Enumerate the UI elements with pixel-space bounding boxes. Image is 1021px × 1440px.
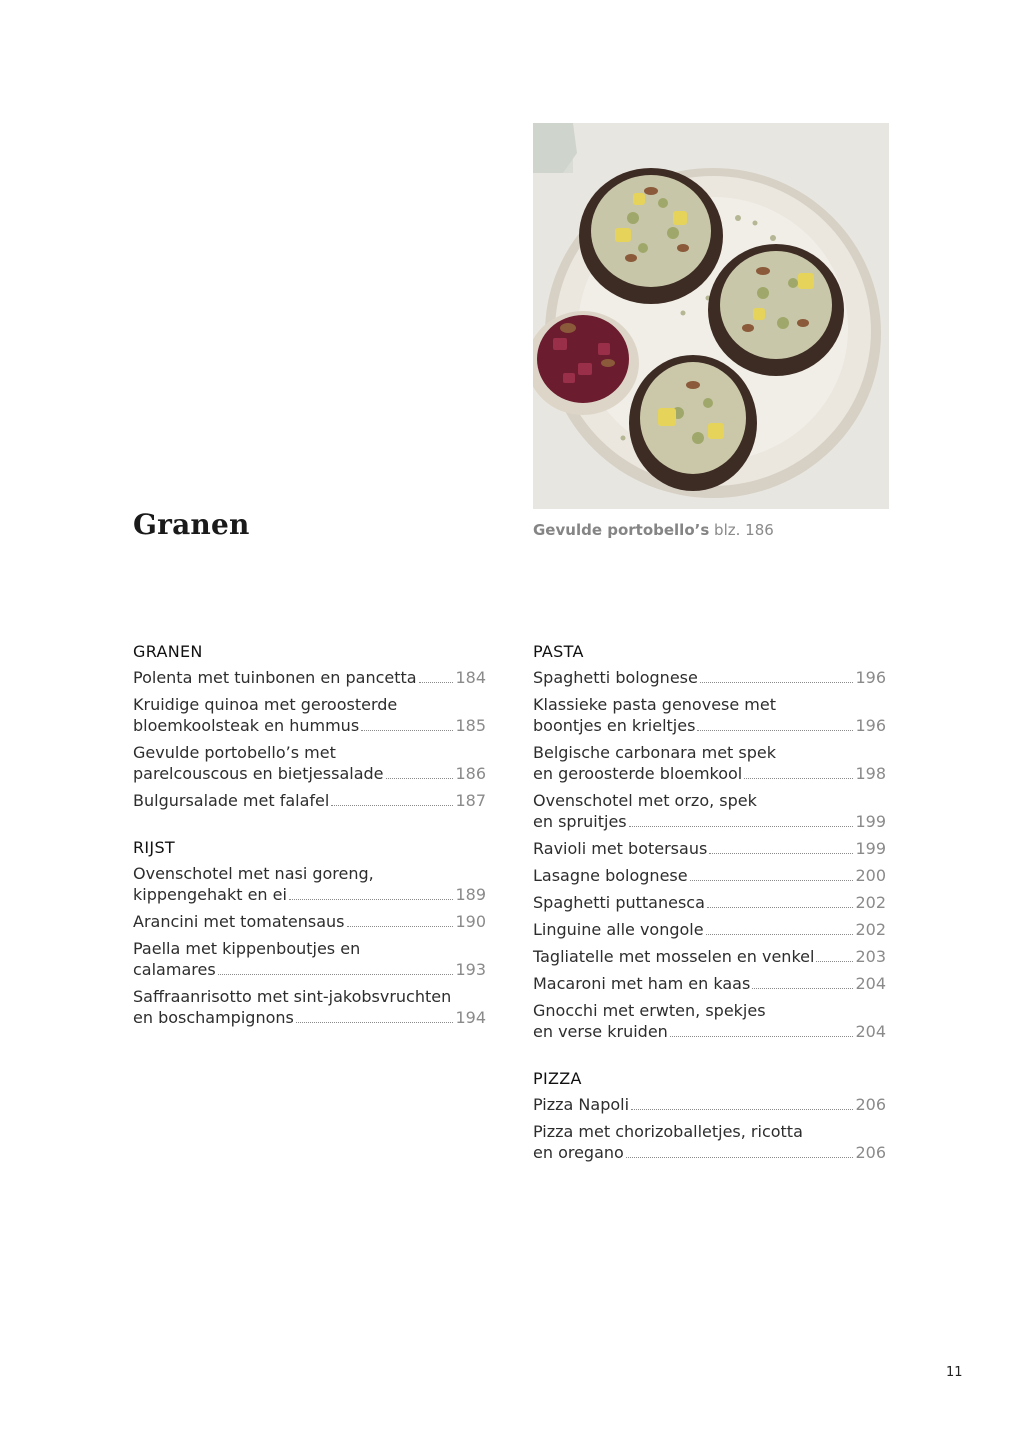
entry-title: Pizza Napoli	[533, 1095, 630, 1114]
entry-title: en spruitjes	[533, 812, 627, 831]
entry-page: 186	[455, 764, 486, 783]
toc-entry[interactable]	[533, 973, 886, 994]
stuffed-portobello-illustration	[533, 123, 889, 509]
entry-title: calamares	[133, 960, 216, 979]
dot-leader	[707, 907, 854, 908]
entry-title-line: Paella met kippenboutjes en	[133, 939, 361, 958]
entry-page: 196	[855, 716, 886, 735]
entry-title: en boschampignons	[133, 1008, 294, 1027]
entry-title-line: Ovenschotel met nasi goreng,	[133, 864, 374, 883]
entry-title-line: Gnocchi met erwten, spekjes	[533, 1001, 766, 1020]
entry-title: Bulgursalade met falafel	[133, 791, 330, 810]
entry-page: 198	[855, 764, 886, 783]
dot-leader	[629, 826, 854, 827]
entry-page: 187	[455, 791, 486, 810]
toc-column-right	[533, 640, 886, 1188]
entry-page: 194	[455, 1008, 486, 1027]
entry-page: 193	[455, 960, 486, 979]
toc-section-granen	[133, 640, 486, 811]
toc-entry[interactable]	[133, 938, 486, 980]
entry-title: Polenta met tuinbonen en pancetta	[133, 668, 417, 687]
section-heading: PASTA	[533, 642, 584, 661]
entry-page: 184	[455, 668, 486, 687]
entry-page: 196	[855, 668, 886, 687]
toc-entry[interactable]	[533, 919, 886, 940]
toc-entry[interactable]	[133, 986, 486, 1028]
entry-page: 200	[855, 866, 886, 885]
dot-leader	[386, 778, 454, 779]
dot-leader	[331, 805, 453, 806]
entry-title-line: Pizza met chorizoballetjes, ricotta	[533, 1122, 803, 1141]
toc-entry[interactable]	[533, 1000, 886, 1042]
entry-page: 202	[855, 893, 886, 912]
entry-page: 185	[455, 716, 486, 735]
toc-entry[interactable]	[133, 911, 486, 932]
entry-page: 203	[855, 947, 886, 966]
dot-leader	[419, 682, 454, 683]
entry-title: Ravioli met botersaus	[533, 839, 708, 858]
section-heading: GRANEN	[133, 642, 203, 661]
section-heading: RIJST	[133, 838, 175, 857]
dot-leader	[700, 682, 854, 683]
dot-leader	[709, 853, 853, 854]
toc-entry[interactable]	[533, 865, 886, 886]
toc-column-left	[133, 640, 486, 1053]
entry-title: en verse kruiden	[533, 1022, 668, 1041]
entry-page: 190	[455, 912, 486, 931]
entry-title-line: Klassieke pasta genovese met	[533, 695, 776, 714]
entry-title: kippengehakt en ei	[133, 885, 287, 904]
dot-leader	[626, 1157, 854, 1158]
toc-entry[interactable]	[133, 863, 486, 905]
toc-entry[interactable]	[533, 1121, 886, 1163]
entry-title-line: Kruidige quinoa met geroosterde	[133, 695, 398, 714]
dot-leader	[816, 961, 853, 962]
toc-entry[interactable]	[533, 946, 886, 967]
dot-leader	[289, 899, 454, 900]
entry-page: 199	[855, 812, 886, 831]
entry-title-line: Belgische carbonara met spek	[533, 743, 776, 762]
dot-leader	[690, 880, 854, 881]
entry-title: Macaroni met ham en kaas	[533, 974, 751, 993]
dot-leader	[631, 1109, 853, 1110]
caption-dish: Gevulde portobello’s	[533, 521, 710, 539]
toc-entry[interactable]	[533, 667, 886, 688]
toc-entry[interactable]	[533, 742, 886, 784]
toc-entry[interactable]	[133, 742, 486, 784]
entry-title: Tagliatelle met mosselen en venkel	[533, 947, 815, 966]
section-heading: PIZZA	[533, 1069, 582, 1088]
toc-entry[interactable]	[133, 667, 486, 688]
entry-title-line: Gevulde portobello’s met	[133, 743, 336, 762]
toc-entry[interactable]	[533, 790, 886, 832]
entry-page: 206	[855, 1095, 886, 1114]
entry-title: bloemkoolsteak en hummus	[133, 716, 360, 735]
toc-section-pizza	[533, 1067, 886, 1163]
toc-entry[interactable]	[533, 838, 886, 859]
toc-entry[interactable]	[533, 694, 886, 736]
entry-title: Arancini met tomatensaus	[133, 912, 345, 931]
entry-title: Lasagne bolognese	[533, 866, 688, 885]
entry-title: Linguine alle vongole	[533, 920, 704, 939]
entry-page: 189	[455, 885, 486, 904]
toc-entry[interactable]	[133, 790, 486, 811]
dot-leader	[296, 1022, 454, 1023]
entry-page: 204	[855, 974, 886, 993]
dot-leader	[361, 730, 453, 731]
entry-title-line: Saffraanrisotto met sint-jakobsvruchten	[133, 987, 452, 1006]
caption-page-ref: blz. 186	[714, 521, 774, 539]
entry-title: parelcouscous en bietjessalade	[133, 764, 384, 783]
entry-title-line: Ovenschotel met orzo, spek	[533, 791, 757, 810]
entry-title: boontjes en krieltjes	[533, 716, 696, 735]
page-title: Granen	[133, 508, 250, 541]
entry-page: 199	[855, 839, 886, 858]
photo-caption	[533, 521, 774, 539]
recipe-photo	[533, 123, 889, 509]
dot-leader	[744, 778, 853, 779]
entry-title: Spaghetti bolognese	[533, 668, 698, 687]
entry-title: en oregano	[533, 1143, 624, 1162]
dot-leader	[347, 926, 454, 927]
entry-page: 206	[855, 1143, 886, 1162]
dot-leader	[697, 730, 853, 731]
entry-title: Spaghetti puttanesca	[533, 893, 705, 912]
dot-leader	[706, 934, 854, 935]
entry-title: en geroosterde bloemkool	[533, 764, 743, 783]
dot-leader	[218, 974, 454, 975]
toc-entry[interactable]	[133, 694, 486, 736]
toc-section-pasta	[533, 640, 886, 1042]
toc-entry[interactable]	[533, 1094, 886, 1115]
entry-page: 204	[855, 1022, 886, 1041]
dot-leader	[670, 1036, 854, 1037]
entry-page: 202	[855, 920, 886, 939]
page-number: 11	[946, 1365, 963, 1380]
toc-section-rijst	[133, 836, 486, 1028]
toc-entry[interactable]	[533, 892, 886, 913]
dot-leader	[752, 988, 853, 989]
